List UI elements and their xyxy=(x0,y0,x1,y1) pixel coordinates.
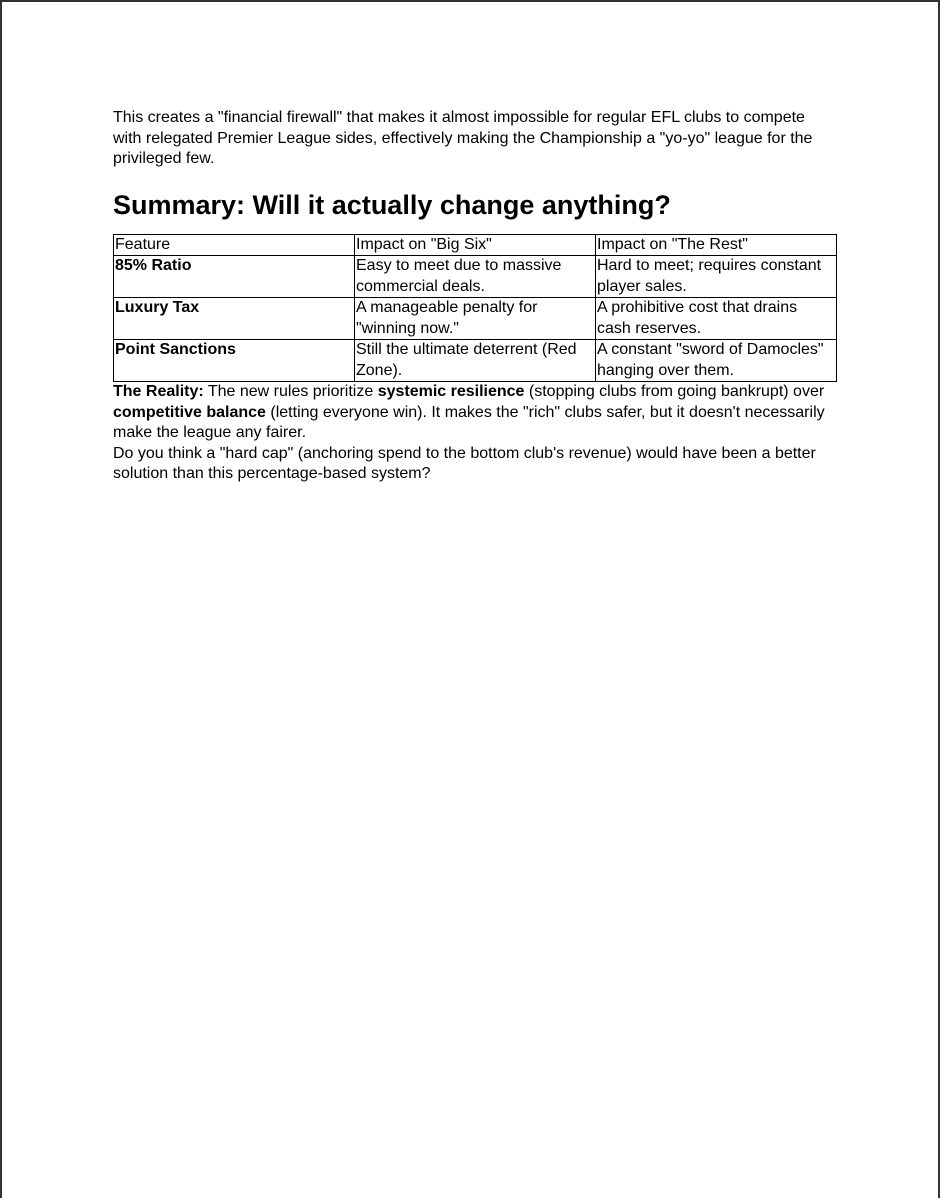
table-row xyxy=(114,298,837,340)
table-header-cell: Impact on "Big Six" xyxy=(355,234,596,256)
reality-paragraph xyxy=(113,382,833,444)
intro-paragraph: This creates a "financial firewall" that makes it almost impossible for regular EFL clubs to compete with relegated Premier League sides, effectively making the Championship a "yo-yo" league for the privileged few. xyxy=(113,109,813,167)
reality-text: (stopping clubs from going bankrupt) over xyxy=(524,383,825,400)
table-header-row xyxy=(114,234,837,256)
reality-text: (letting everyone win). It makes the "rich" clubs safer, but it doesn't necessarily make the league any fairer. xyxy=(113,403,825,441)
section-heading: Summary: Will it actually change anything? xyxy=(113,189,671,220)
table-cell-feature: Luxury Tax xyxy=(114,298,355,340)
table-cell: Still the ultimate deterrent (Red Zone). xyxy=(355,340,596,382)
table-row xyxy=(114,340,837,382)
table-row xyxy=(114,256,837,298)
reality-label: The Reality: xyxy=(113,383,204,400)
table-cell-feature: Point Sanctions xyxy=(114,340,355,382)
table-cell: A constant "sword of Damocles" hanging over them. xyxy=(596,340,837,382)
reality-emphasis: systemic resilience xyxy=(377,383,525,400)
table-cell-feature: 85% Ratio xyxy=(114,256,355,298)
table-cell: A prohibitive cost that drains cash reserves. xyxy=(596,298,837,340)
summary-table xyxy=(113,234,837,383)
reality-emphasis: competitive balance xyxy=(113,403,266,421)
question-paragraph: Do you think a "hard cap" (anchoring spend to the bottom club's revenue) would have been a better solution than this percentage-based system? xyxy=(113,444,816,482)
document-content xyxy=(113,108,833,485)
table-cell: Easy to meet due to massive commercial deals. xyxy=(355,256,596,298)
table-cell: A manageable penalty for "winning now." xyxy=(355,298,596,340)
reality-text: The new rules prioritize xyxy=(203,383,378,400)
table-header-cell: Feature xyxy=(114,234,355,256)
table-cell: Hard to meet; requires constant player sales. xyxy=(596,256,837,298)
table-header-cell: Impact on "The Rest" xyxy=(596,234,837,256)
